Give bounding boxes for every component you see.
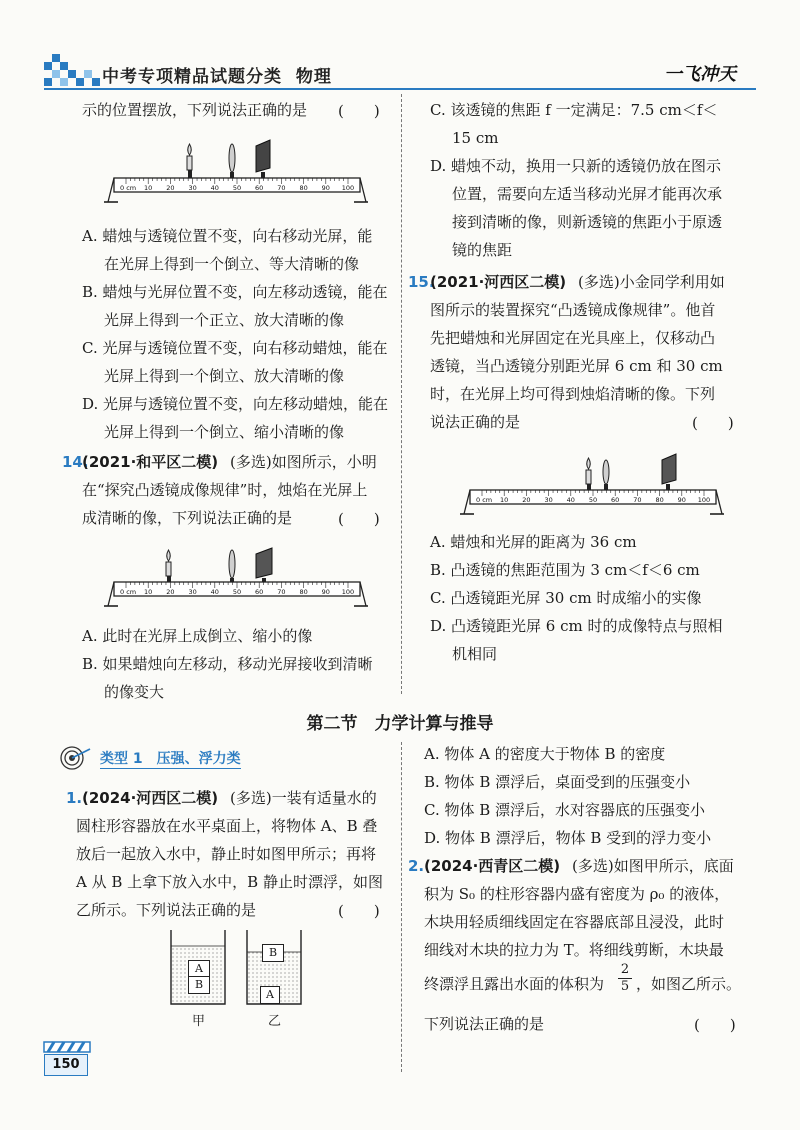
figure-label-jia: 甲 xyxy=(192,1014,206,1029)
question-source: (2024·河西区二模) xyxy=(82,789,219,807)
answer-paren: ( ) xyxy=(692,414,734,432)
ruler-tick-label: 10 xyxy=(144,184,153,192)
candle xyxy=(187,144,192,170)
ruler-tick-label: 0 cm xyxy=(120,588,137,596)
option-D-line2: 光屏上得到一个倒立、缩小清晰的像 xyxy=(104,423,345,441)
ruler-tick-label: 30 xyxy=(544,496,553,504)
option-D-line2: 位置，需要向左适当移动光屏才能再次承 xyxy=(452,185,723,203)
ruler-tick-label: 10 xyxy=(144,588,153,596)
option-D-line1: D. 光屏与透镜位置不变，向左移动蜡烛，能在 xyxy=(82,395,389,413)
q1-line: 圆柱形容器放在水平桌面上，将物体 A、B 叠 xyxy=(76,817,378,835)
answer-paren: ( ) xyxy=(338,902,380,920)
q15-line: 图所示的装置探究“凸透镜成像规律”。他首 xyxy=(430,301,716,319)
header-title: 中考专项精品试题分类 物理 xyxy=(102,67,332,87)
q2-line: 积为 S₀ 的柱形容器内盛有密度为 ρ₀ 的液体， xyxy=(424,885,730,903)
ruler-tick-label: 60 xyxy=(255,588,264,596)
q2-line: 终漂浮且露出水面的体积为 xyxy=(424,975,605,993)
ruler-tick-label: 100 xyxy=(341,588,355,596)
ruler-tick-label: 80 xyxy=(655,496,664,504)
option-C: C. 物体 B 漂浮后，水对容器底的压强变小 xyxy=(424,801,706,819)
q14-line: 成清晰的像，下列说法正确的是 xyxy=(82,509,293,527)
answer-paren: ( ) xyxy=(338,510,380,528)
target-icon xyxy=(60,745,92,771)
ruler-tick-label: 80 xyxy=(299,184,308,192)
fraction-denominator: 5 xyxy=(620,979,630,994)
question-number: 2. xyxy=(408,857,425,875)
q1-line: (多选)一装有适量水的 xyxy=(230,789,377,807)
question-number: 14. xyxy=(62,453,89,471)
q2-line: (多选)如图甲所示，底面 xyxy=(572,857,734,875)
q15-line: (多选)小金同学利用如 xyxy=(578,273,725,291)
ruler-tick-label: 20 xyxy=(522,496,531,504)
brand-logo: 一飞冲天 xyxy=(664,64,736,85)
ruler-tick-label: 70 xyxy=(277,588,286,596)
option-D-line2: 机相同 xyxy=(452,645,498,663)
ruler-tick-label: 80 xyxy=(299,588,308,596)
section-title: 第二节 力学计算与推导 xyxy=(306,714,494,734)
ruler-tick-label: 60 xyxy=(611,496,620,504)
ruler-tick-label: 90 xyxy=(321,184,330,192)
option-A: A. 此时在光屏上成倒立、缩小的像 xyxy=(82,627,313,645)
option-C-line1: C. 光屏与透镜位置不变，向右移动蜡烛，能在 xyxy=(82,339,388,357)
option-A: A. 蜡烛和光屏的距离为 36 cm xyxy=(430,533,637,551)
option-C: C. 凸透镜距光屏 30 cm 时成缩小的实像 xyxy=(430,589,702,607)
optical-bench-figure-q14 xyxy=(104,540,368,620)
ruler-tick-label: 60 xyxy=(255,184,264,192)
fraction xyxy=(618,962,632,995)
ruler-tick-label: 50 xyxy=(232,588,242,596)
q15-line: 先把蜡烛和光屏固定在光具座上，仅移动凸 xyxy=(430,329,716,347)
option-C-line1: C. 该透镜的焦距 f 一定满足：7.5 cm＜f＜ xyxy=(430,101,718,119)
ruler-tick-label: 50 xyxy=(588,496,598,504)
option-D-line3: 接到清晰的像，则新透镜的焦距小于原透 xyxy=(452,213,723,231)
option-B: B. 物体 B 漂浮后，桌面受到的压强变小 xyxy=(424,773,691,791)
option-A-line1: A. 蜡烛与透镜位置不变，向右移动光屏，能 xyxy=(82,227,373,245)
q1-line: A 从 B 上拿下放入水中，B 静止时漂浮，如图 xyxy=(76,873,383,891)
ruler-tick-label: 40 xyxy=(210,184,219,192)
candle xyxy=(586,458,591,484)
clapper-icon xyxy=(42,1040,92,1054)
lens xyxy=(229,144,235,172)
option-B-line2: 的像变大 xyxy=(104,683,165,701)
question-number: 15. xyxy=(408,273,435,291)
header-rule xyxy=(44,88,756,90)
ruler-tick-label: 90 xyxy=(321,588,330,596)
question-number: 1. xyxy=(66,789,83,807)
ruler-tick-label: 0 cm xyxy=(120,184,137,192)
page-number-badge xyxy=(42,1040,92,1080)
option-C-line2: 15 cm xyxy=(452,129,499,147)
option-A: A. 物体 A 的密度大于物体 B 的密度 xyxy=(424,745,666,763)
option-D-line1: D. 蜡烛不动，换用一只新的透镜仍放在图示 xyxy=(430,157,722,175)
q15-line: 时，在光屏上均可得到烛焰清晰的像。下列 xyxy=(430,385,716,403)
checker-logo-icon xyxy=(44,54,104,88)
figure-label-yi: 乙 xyxy=(268,1014,282,1029)
option-B-line2: 光屏上得到一个正立、放大清晰的像 xyxy=(104,311,345,329)
q15-line: 透镜，当凸透镜分别距光屏 6 cm 和 30 cm xyxy=(430,357,723,375)
q15-line: 说法正确的是 xyxy=(430,413,521,431)
ruler-tick-label: 10 xyxy=(500,496,509,504)
page-number: 150 xyxy=(44,1054,88,1076)
ruler-tick-label: 70 xyxy=(633,496,642,504)
option-D: D. 物体 B 漂浮后，物体 B 受到的浮力变小 xyxy=(424,829,712,847)
screen xyxy=(662,454,676,484)
ruler-tick-label: 70 xyxy=(277,184,286,192)
page-header xyxy=(0,52,800,92)
ruler-tick-label: 40 xyxy=(566,496,575,504)
q2-line: ，如图乙所示。 xyxy=(636,975,742,993)
q1-line: 放后一起放入水中，静止时如图甲所示；再将 xyxy=(76,845,377,863)
ruler-tick-label: 30 xyxy=(188,588,197,596)
ruler-tick-label: 40 xyxy=(210,588,219,596)
q1-line: 乙所示。下列说法正确的是 xyxy=(76,901,257,919)
ruler-tick-label: 100 xyxy=(697,496,711,504)
lens xyxy=(229,550,235,578)
screen xyxy=(256,548,272,578)
optical-bench-figure-q15 xyxy=(460,448,724,526)
q2-line: 细线对木块的拉力为 T。将细线剪断，木块最 xyxy=(424,941,724,959)
q2-line: 木块用轻质细线固定在容器底部且浸没，此时 xyxy=(424,913,725,931)
option-D-line4: 镜的焦距 xyxy=(452,241,513,259)
answer-paren: ( ) xyxy=(694,1016,736,1034)
option-B-line1: B. 蜡烛与光屏位置不变，向左移动透镜，能在 xyxy=(82,283,388,301)
answer-paren: ( ) xyxy=(338,102,380,120)
block-a: A xyxy=(188,960,210,978)
ruler-tick-label: 100 xyxy=(341,184,355,192)
q14-line: (多选)如图所示，小明 xyxy=(230,453,377,471)
option-B: B. 凸透镜的焦距范围为 3 cm＜f＜6 cm xyxy=(430,561,700,579)
fraction-numerator: 2 xyxy=(618,962,632,979)
block-b: B xyxy=(188,976,210,994)
ruler-tick-label: 20 xyxy=(166,588,175,596)
block-a-sunk: A xyxy=(260,986,280,1004)
q14-line: 在“探究凸透镜成像规律”时，烛焰在光屏上 xyxy=(82,481,368,499)
ruler-tick-label: 0 cm xyxy=(476,496,493,504)
container-figures xyxy=(168,928,308,1028)
option-C-line2: 光屏上得到一个倒立、放大清晰的像 xyxy=(104,367,345,385)
type-label: 类型 1 压强、浮力类 xyxy=(100,748,241,769)
optical-bench-figure-q13 xyxy=(104,136,368,216)
column-divider-bottom xyxy=(401,742,402,1072)
option-A-line2: 在光屏上得到一个倒立、等大清晰的像 xyxy=(104,255,360,273)
question-source: (2021·和平区二模) xyxy=(82,453,219,471)
ruler-tick-label: 30 xyxy=(188,184,197,192)
ruler-tick-label: 20 xyxy=(166,184,175,192)
q2-line: 下列说法正确的是 xyxy=(424,1015,545,1033)
block-b-floating: B xyxy=(262,944,284,962)
question-source: (2021·河西区二模) xyxy=(430,273,567,291)
option-B-line1: B. 如果蜡烛向左移动，移动光屏接收到清晰 xyxy=(82,655,373,673)
candle xyxy=(166,550,171,576)
column-divider-top xyxy=(401,94,402,694)
ruler-tick-label: 90 xyxy=(677,496,686,504)
question-source: (2024·西青区二模) xyxy=(424,857,561,875)
option-D-line1: D. 凸透镜距光屏 6 cm 时的成像特点与照相 xyxy=(430,617,723,635)
q13-stem-tail: 示的位置摆放，下列说法正确的是 xyxy=(82,101,308,119)
lens xyxy=(603,460,609,484)
screen xyxy=(256,140,270,172)
ruler-tick-label: 50 xyxy=(232,184,242,192)
